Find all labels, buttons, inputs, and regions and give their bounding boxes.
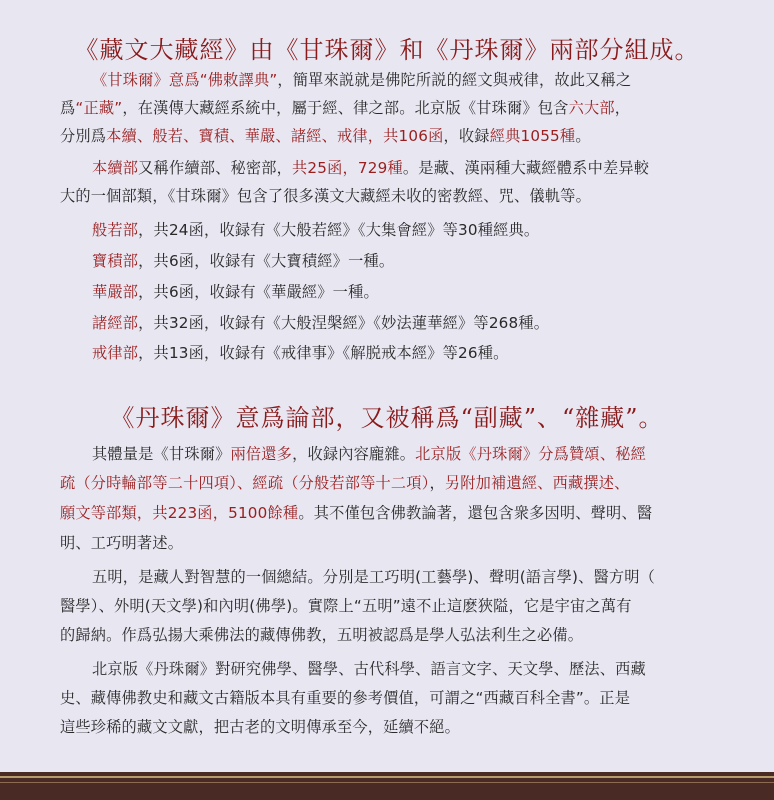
s1-p1-l3-e: 。 [575, 127, 591, 145]
s2-p1-l1-d: 北京版《丹珠爾》分爲贊頌、秘經 [415, 445, 646, 463]
item-name: 戒律部 [92, 344, 139, 362]
s1-p1-l2-d: 六大部 [568, 99, 615, 117]
s1-p1-l3-b: 本續、般若、寶積、華嚴、諸經、戒律，共106函 [106, 127, 444, 145]
item-name: 華嚴部 [92, 283, 139, 301]
s1-p1-line2 [60, 98, 630, 118]
s2-p1-line2 [60, 473, 630, 493]
s1-p1-l3-a: 分別爲 [60, 127, 107, 145]
section1-heading: 《藏文大藏經》由《甘珠爾》和《丹珠爾》兩部分組成。 [74, 36, 700, 64]
s2-p3-line1: 北京版《丹珠爾》對研究佛學、醫學、古代科學、語言文字、天文學、歷法、西藏 [92, 660, 646, 678]
s1-p2-l1-a: 本續部 [92, 159, 139, 177]
s1-p2-l1-d: 。是藏、漢兩種大藏經體系中差异較 [402, 159, 650, 177]
s2-p3-line2: 史、藏傳佛教史和藏文古籍版本具有重要的參考價值，可謂之“西藏百科全書”。正是 [60, 689, 631, 707]
s1-p1-l1-text: ，簡單來説就是佛陀所説的經文與戒律，故此又稱之 [277, 71, 632, 89]
item-text: ，共32函，收録有《大般涅槃經》《妙法蓮華經》等268種。 [138, 314, 550, 332]
section2-heading: 《丹珠爾》意爲論部，又被稱爲“副藏”、“雜藏”。 [110, 404, 664, 432]
s2-p1-l2-a: 疏（分時輪部等二十四項）、經疏（分般若部等十二項） [60, 474, 430, 492]
s1-p1-l2-c: ，在漢傳大藏經系統中，屬于經、律之部。北京版《甘珠爾》包含 [122, 99, 569, 117]
item-text: ，共24函，收録有《大般若經》《大集會經》等30種經典。 [138, 221, 540, 239]
list-item [92, 282, 379, 302]
s2-p1-line3 [60, 503, 652, 523]
item-text: ，共6函，收録有《華嚴經》一種。 [138, 283, 379, 301]
s2-p1-l1-a: 其體量是《甘珠爾》 [92, 445, 231, 463]
list-item [92, 251, 394, 271]
s1-p2-l1-b: 又稱作續部、秘密部， [138, 159, 293, 177]
s2-p1-line4: 明、工巧明著述。 [60, 534, 184, 552]
s1-p1-line1 [92, 70, 631, 90]
item-name: 諸經部 [92, 314, 139, 332]
item-name: 般若部 [92, 221, 139, 239]
s1-p1-l3-d: 經典1055種 [489, 127, 576, 145]
s2-p2-line1: 五明，是藏人對智慧的一個總結。分別是工巧明(工藝學)、聲明(語言學)、醫方明（ [92, 568, 656, 586]
s2-p1-l1-c: ，收録內容龐雜。 [292, 445, 416, 463]
s2-p1-l1-b: 兩倍還多 [230, 445, 293, 463]
s2-p1-l2-b: ， [429, 474, 445, 492]
list-item [92, 313, 549, 333]
s1-p1-l2-a: 爲 [60, 99, 76, 117]
s1-p1-line3 [60, 126, 591, 146]
s1-p1-l2-b: “正藏” [75, 99, 123, 117]
list-item [92, 343, 509, 363]
list-item [92, 220, 539, 240]
s1-p2-line1 [92, 158, 649, 178]
s1-p1-l3-c: ，收録 [443, 127, 490, 145]
item-text: ，共6函，收録有《大寶積經》一種。 [138, 252, 395, 270]
s1-p2-l1-c: 共25函，729種 [292, 159, 403, 177]
footer-border [0, 772, 774, 800]
s2-p1-l3-b: 。其不僅包含佛教論著，還包含衆多因明、聲明、醫 [298, 504, 653, 522]
s2-p1-l3-a: 願文等部類，共223函，5100餘種 [60, 504, 299, 522]
item-text: ，共13函，收録有《戒律事》《解脱戒本經》等26種。 [138, 344, 509, 362]
s2-p2-line2: 醫學）、外明(天文學)和內明(佛學)。實際上“五明”遠不止這麽狹隘，它是宇宙之萬有 [60, 597, 632, 615]
s2-p3-line3: 這些珍稀的藏文文獻，把古老的文明傳承至今，延續不絕。 [60, 718, 461, 736]
s1-p1-l2-e: ， [614, 99, 631, 117]
s2-p1-l2-c: 另附加補遺經、西藏撰述、 [444, 474, 630, 492]
s2-p2-line3: 的歸納。作爲弘揚大乘佛法的藏傳佛教，五明被認爲是學人弘法利生之必備。 [60, 626, 584, 644]
s1-p2-line2: 大的一個部類，《甘珠爾》包含了很多漢文大藏經未收的密教經、咒、儀軌等。 [60, 187, 591, 205]
item-name: 寶積部 [92, 252, 139, 270]
s1-p1-l1-red: 《甘珠爾》意爲“佛敕譯典” [92, 71, 278, 89]
s2-p1-line1 [92, 444, 646, 464]
